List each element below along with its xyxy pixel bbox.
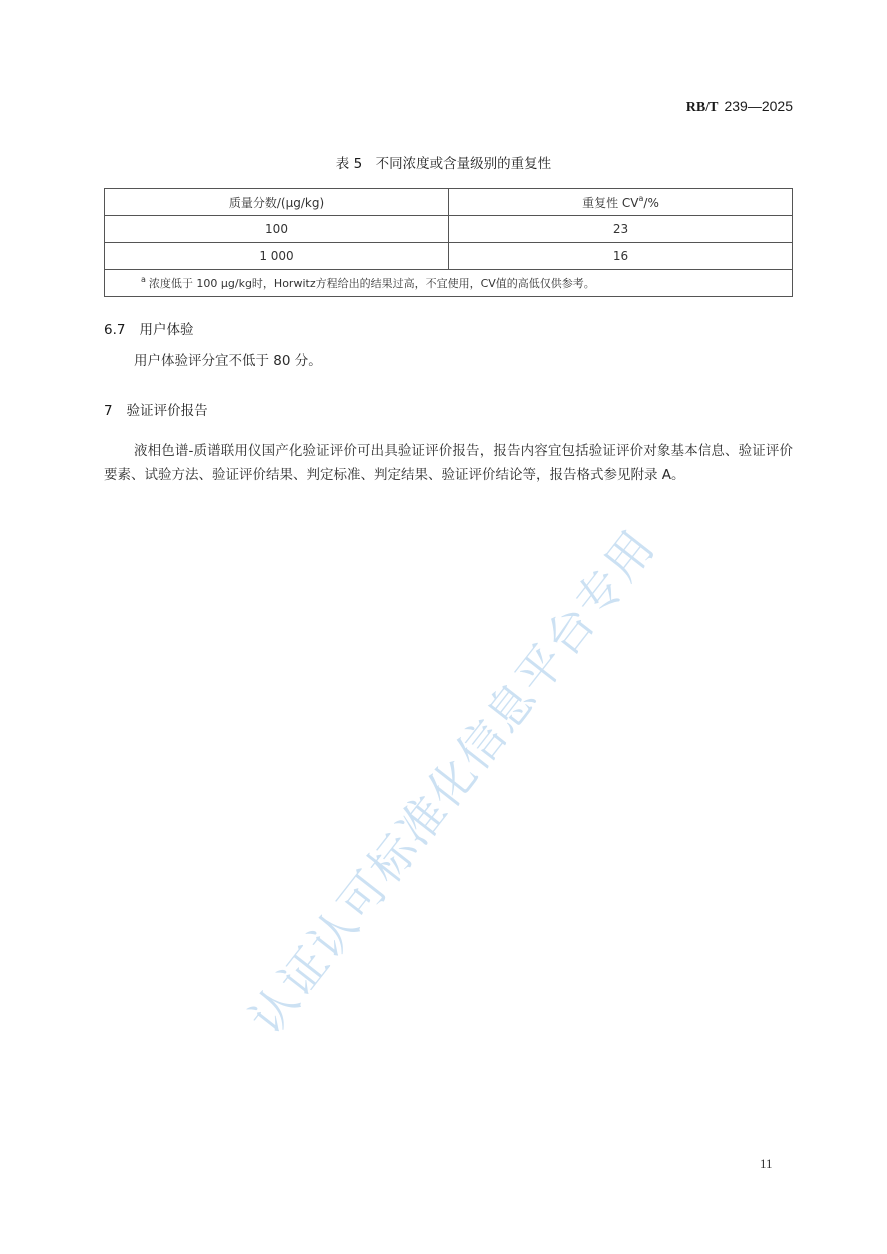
table-note-text: 浓度低于 100 μg/kg时，Horwitz方程给出的结果过高，不宜使用，CV值的高低仅供参考。 bbox=[148, 277, 595, 290]
table-note bbox=[105, 270, 793, 297]
table-caption: 表 5 不同浓度或含量级别的重复性 bbox=[335, 156, 552, 172]
section-number: 7 bbox=[104, 403, 113, 419]
column-header-repeatability-label: 重复性 CV bbox=[582, 195, 639, 210]
section-title: 验证评价报告 bbox=[126, 403, 208, 419]
table-row bbox=[105, 243, 793, 270]
column-header-unit: /% bbox=[643, 195, 659, 210]
section-7-paragraph: 液相色谱-质谱联用仪国产化验证评价可出具验证评价报告，报告内容宜包括验证评价对象基本信息、验证评价要素、试验方法、验证评价结果、判定标准、判定结果、验证评价结论等，报告格式参见附录 A。 bbox=[104, 443, 793, 483]
table-cell: 1 000 bbox=[105, 243, 449, 270]
section-heading-7 bbox=[104, 399, 208, 419]
section-6-7-paragraph: 用户体验评分宜不低于 80 分。 bbox=[134, 353, 322, 369]
section-number: 6.7 bbox=[104, 322, 126, 338]
repeatability-table bbox=[104, 188, 793, 297]
table-row bbox=[105, 216, 793, 243]
table-note-row bbox=[105, 270, 793, 297]
document-code-number: 239—2025 bbox=[724, 98, 793, 114]
footnote-marker: a bbox=[141, 275, 146, 284]
section-title: 用户体验 bbox=[139, 322, 194, 338]
watermark: 认证认可标准化信息平台专用 bbox=[239, 519, 666, 1045]
table-cell: 100 bbox=[105, 216, 449, 243]
column-header-repeatability bbox=[449, 189, 793, 216]
table-cell: 23 bbox=[449, 216, 793, 243]
column-header-mass-fraction: 质量分数/(μg/kg) bbox=[105, 189, 449, 216]
table-header-row bbox=[105, 189, 793, 216]
table-cell: 16 bbox=[449, 243, 793, 270]
document-code bbox=[686, 98, 793, 116]
document-code-prefix: RB/T bbox=[685, 100, 719, 115]
page-number: 11 bbox=[760, 1156, 773, 1171]
section-heading-6-7 bbox=[104, 318, 193, 338]
footnote-marker: a bbox=[638, 193, 644, 203]
